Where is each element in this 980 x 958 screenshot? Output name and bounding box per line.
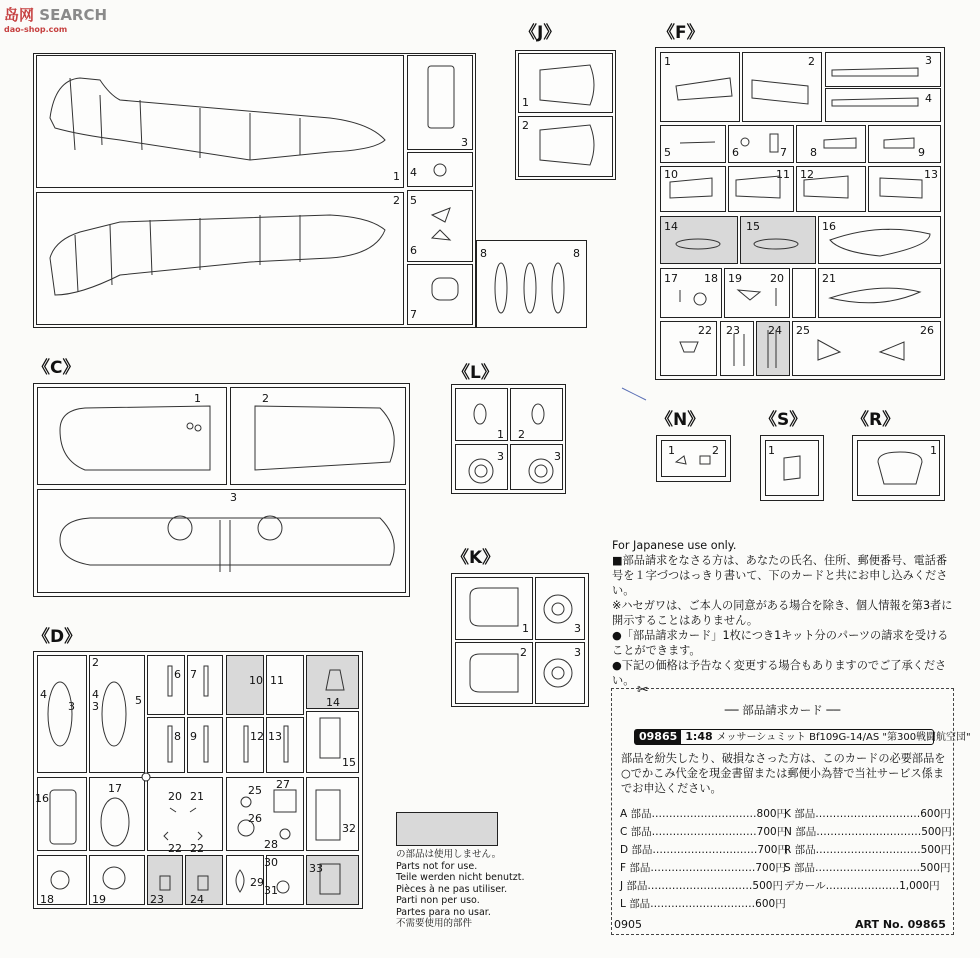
part-number: 26: [920, 324, 934, 337]
f-cell: [868, 125, 941, 163]
price-row: デカール…………………1,000円: [784, 880, 940, 892]
price-row: C 部品…………………………700円: [620, 826, 788, 838]
part-number: 25: [796, 324, 810, 337]
part-number: 20: [770, 272, 784, 285]
part-number: 11: [270, 674, 284, 687]
part-number: 14: [664, 220, 678, 233]
card-description: 部品を紛失したり、破損なさった方は、このカードの必要部品を○でかこみ代金を現金書留または郵便小為替で当社サービス係までお申込ください。: [621, 752, 946, 795]
f-cell: [792, 321, 941, 376]
part-number: 9: [190, 730, 197, 743]
part-number: 3: [574, 622, 581, 635]
part-number: 2: [520, 646, 527, 659]
japan-notice: For Japanese use only. ■部品請求をなさる方は、あなたの氏名、住所、郵便番号、電話番号を１字づつはっきり書いて、下のカードと共にお申し込みください。 ※ハセガワは、ご本人の同意がある場合を除き、個人情報を第3者に開示することはありません。 ●「部品請求カード」1枚につき1キット分のパーツの請求を受けることができます。 ●下記の価格は予告なく変更する場合もありますのでご了承ください。: [612, 539, 953, 687]
part-number: 7: [410, 308, 417, 321]
f-cell: [796, 125, 866, 163]
part-number: 2: [262, 392, 269, 405]
price-row: S 部品…………………………500円: [784, 862, 951, 874]
part-number: 30: [264, 856, 278, 869]
part-number: 13: [268, 730, 282, 743]
art-number: ART No. 09865: [855, 918, 946, 931]
price-row: L 部品…………………………600円: [620, 898, 786, 910]
sprue-label-n: 《N》: [656, 410, 705, 430]
product-scale: 1:48: [685, 730, 713, 743]
part-number: 5: [664, 146, 671, 159]
part-number: 28: [264, 838, 278, 851]
d-cell: [187, 717, 223, 773]
part-number: 5: [135, 694, 142, 707]
price-row: D 部品…………………………700円: [620, 844, 788, 856]
part-number: 17: [108, 782, 122, 795]
sprue-label-r: 《R》: [852, 410, 900, 430]
part-number: 4: [410, 166, 417, 179]
d-cell: [187, 655, 223, 715]
product-code: 09865: [635, 730, 681, 744]
f-cell: [660, 52, 740, 122]
part-number: 1: [393, 170, 400, 183]
sprue-j-cell-1: [518, 53, 613, 113]
part-number: 13: [924, 168, 938, 181]
part-number: 3: [925, 54, 932, 67]
part-number: 33: [309, 862, 323, 875]
c-cell-3: [37, 489, 406, 593]
part-number: 2: [808, 55, 815, 68]
part-number: 21: [190, 790, 204, 803]
part-number: 22: [168, 842, 182, 855]
part-number: 18: [40, 893, 54, 906]
part-number: 12: [250, 730, 264, 743]
part-number: 24: [190, 893, 204, 906]
part-number: 15: [746, 220, 760, 233]
part-number: 5: [410, 194, 417, 207]
part-number: 2: [393, 194, 400, 207]
sprue-a-fuselage-right: [36, 192, 404, 325]
part-number: 7: [190, 668, 197, 681]
part-number: 8: [480, 247, 487, 260]
part-number: 22: [698, 324, 712, 337]
part-number: 26: [248, 812, 262, 825]
r-cell: [857, 440, 940, 496]
unused-parts-swatch: [396, 812, 498, 846]
watermark: 岛网 SEARCH dao-shop.com: [4, 6, 108, 34]
sprue-label-d: 《D》: [33, 627, 82, 647]
part-number: 3: [497, 450, 504, 463]
price-row: N 部品…………………………500円: [784, 826, 952, 838]
part-number: 10: [664, 168, 678, 181]
part-number: 2: [712, 444, 719, 457]
price-row: R 部品…………………………500円: [784, 844, 952, 856]
part-number: 19: [728, 272, 742, 285]
d-cell: [37, 777, 87, 851]
part-number: 6: [174, 668, 181, 681]
part-number: 3: [461, 136, 468, 149]
sprue-label-s: 《S》: [760, 410, 807, 430]
part-number: 23: [726, 324, 740, 337]
part-number: 31: [264, 884, 278, 897]
sprue-label-k: 《K》: [452, 548, 500, 568]
part-number: 16: [35, 792, 49, 805]
part-number: 10: [249, 674, 263, 687]
part-number: 16: [822, 220, 836, 233]
part-number: 23: [150, 893, 164, 906]
scissors-icon: ✂: [637, 682, 649, 698]
part-number: 2: [522, 119, 529, 132]
part-number: 1: [522, 622, 529, 635]
part-number: 24: [768, 324, 782, 337]
parts-order-card: [611, 688, 971, 935]
sprue-label-c: 《C》: [33, 358, 80, 378]
part-number: 1: [768, 444, 775, 457]
part-number: 1: [497, 428, 504, 441]
part-number: 8: [573, 247, 580, 260]
part-number: 1: [522, 96, 529, 109]
part-number: 3: [92, 700, 99, 713]
price-row: K 部品…………………………600円: [784, 808, 951, 820]
part-number: 27: [276, 778, 290, 791]
d-cell: [266, 717, 304, 773]
price-row: A 部品…………………………800円: [620, 808, 788, 820]
part-number: 3: [68, 700, 75, 713]
part-number: 4: [40, 688, 47, 701]
part-number: 11: [776, 168, 790, 181]
part-number: 25: [248, 784, 262, 797]
f-cell: [825, 88, 941, 122]
part-number: 4: [925, 92, 932, 105]
part-number: 3: [230, 491, 237, 504]
part-number: 8: [174, 730, 181, 743]
part-number: 14: [326, 696, 340, 709]
print-code: 0905: [614, 918, 642, 931]
sprue-a-fuselage-left: [36, 55, 404, 188]
f-cell: [825, 52, 941, 87]
d-cell: [306, 777, 359, 851]
c-cell-2: [230, 387, 406, 485]
part-number: 6: [732, 146, 739, 159]
card-title: ── 部品請求カード ──: [724, 703, 841, 717]
part-number: 3: [574, 646, 581, 659]
part-number: 1: [930, 444, 937, 457]
part-number: 22: [190, 842, 204, 855]
part-number: 8: [810, 146, 817, 159]
part-number: 3: [554, 450, 561, 463]
price-row: F 部品…………………………700円: [620, 862, 786, 874]
f-cell: [792, 268, 816, 318]
product-line: [634, 729, 971, 745]
part-number: 29: [250, 876, 264, 889]
part-number: 21: [822, 272, 836, 285]
part-number: 4: [92, 688, 99, 701]
part-number: 15: [342, 756, 356, 769]
f-cell: [818, 268, 941, 318]
part-number: 12: [800, 168, 814, 181]
d-cell: [147, 655, 185, 715]
price-row: J 部品…………………………500円: [620, 880, 783, 892]
f-cell: [818, 216, 941, 264]
unused-parts-legend: の部品は使用しません。 Parts not for use. Teile werden nicht benutzt. Pièces à ne pas utiliser. Parti non per uso. Partes para no usar. 不需要使用的部件: [396, 849, 525, 929]
part-number: 7: [780, 146, 787, 159]
part-number: 19: [92, 893, 106, 906]
part-number: 2: [92, 656, 99, 669]
part-number: 20: [168, 790, 182, 803]
part-number: 32: [342, 822, 356, 835]
part-number: 1: [668, 444, 675, 457]
sprue-a-cell-8: [476, 240, 587, 328]
sprue-label-f: 《F》: [658, 23, 704, 43]
part-number: 1: [664, 55, 671, 68]
sprue-label-j: 《J》: [520, 23, 561, 43]
d-cell: [226, 717, 264, 773]
d-cell: [147, 777, 223, 851]
part-number: 9: [918, 146, 925, 159]
part-number: 17: [664, 272, 678, 285]
d-cell: [37, 655, 87, 773]
d-cell: [147, 717, 185, 773]
sprue-j-cell-2: [518, 116, 613, 177]
d-cell: [89, 655, 145, 773]
part-number: 1: [194, 392, 201, 405]
product-name: メッサーシュミット Bf109G-14/AS "第300戦闘航空団": [716, 732, 971, 743]
sprue-label-l: 《L》: [453, 363, 498, 383]
part-number: 6: [410, 244, 417, 257]
part-number: 2: [518, 428, 525, 441]
part-number: 18: [704, 272, 718, 285]
